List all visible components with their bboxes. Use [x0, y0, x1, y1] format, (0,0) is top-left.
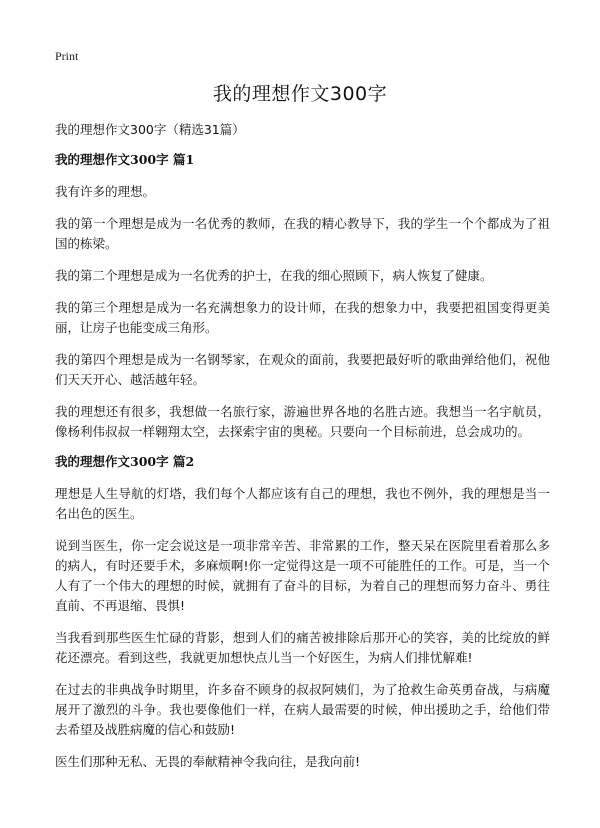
article-body: [55, 122, 550, 784]
paragraph: 我的第一个理想是成为一名优秀的教师，在我的精心教导下，我的学生一个个都成为了祖国的栋梁。: [55, 216, 550, 251]
paragraph: 我有许多的理想。: [55, 184, 156, 199]
paragraph: 在过去的非典战争时期里，许多奋不顾身的叔叔阿姨们，为了抢救生命英勇奋战，与病魔展开了激烈的斗争。我也要像他们一样，在病人最需要的时候，伸出援助之手，给他们带去希望及战胜病魔的信心和鼓励!: [55, 682, 550, 737]
paragraph: 当我看到那些医生忙碌的背影，想到人们的痛苦被排除后那开心的笑容，美的比绽放的鲜花还漂亮。看到这些，我就更加想快点儿当一个好医生，为病人们排忧解难!: [55, 630, 550, 665]
paragraph: 我的第三个理想是成为一名充满想象力的设计师，在我的想象力中，我要把祖国变得更美丽，让房子也能变成三角形。: [55, 300, 550, 335]
paragraph: 说到当医生，你一定会说这是一项非常辛苦、非常累的工作，整天呆在医院里看着那么多的病人，有时还要手术，多麻烦啊!你一定觉得这是一项不可能胜任的工作。可是，当一个人有了一个伟大的理想的时候，就拥有了奋斗的目标，为着自己的理想而努力奋斗、勇往直前、不再退缩、畏惧!: [55, 538, 550, 613]
paragraph: 我的第四个理想是成为一名钢琴家，在观众的面前，我要把最好听的歌曲弹给他们，祝他们天天开心、越活越年轻。: [55, 352, 550, 387]
paragraph: 理想是人生导航的灯塔，我们每个人都应该有自己的理想，我也不例外，我的理想是当一名出色的医生。: [55, 486, 550, 521]
article-subtitle: 我的理想作文300字（精选31篇）: [55, 122, 245, 137]
paragraph: 我的理想还有很多，我想做一名旅行家，游遍世界各地的名胜古迹。我想当一名宇航员，像杨利伟叔叔一样翱翔太空，去探索宇宙的奥秘。只要向一个目标前进，总会成功的。: [55, 404, 550, 439]
print-link[interactable]: Print: [55, 49, 79, 63]
section-heading: 我的理想作文300字 篇1: [55, 152, 195, 167]
paragraph: 医生们那种无私、无畏的奉献精神令我向往，是我向前!: [55, 754, 361, 769]
section-heading: 我的理想作文300字 篇2: [55, 454, 195, 469]
page-title: 我的理想作文300字: [212, 83, 388, 105]
paragraph: 我的第二个理想是成为一名优秀的护士，在我的细心照顾下，病人恢复了健康。: [55, 268, 493, 283]
